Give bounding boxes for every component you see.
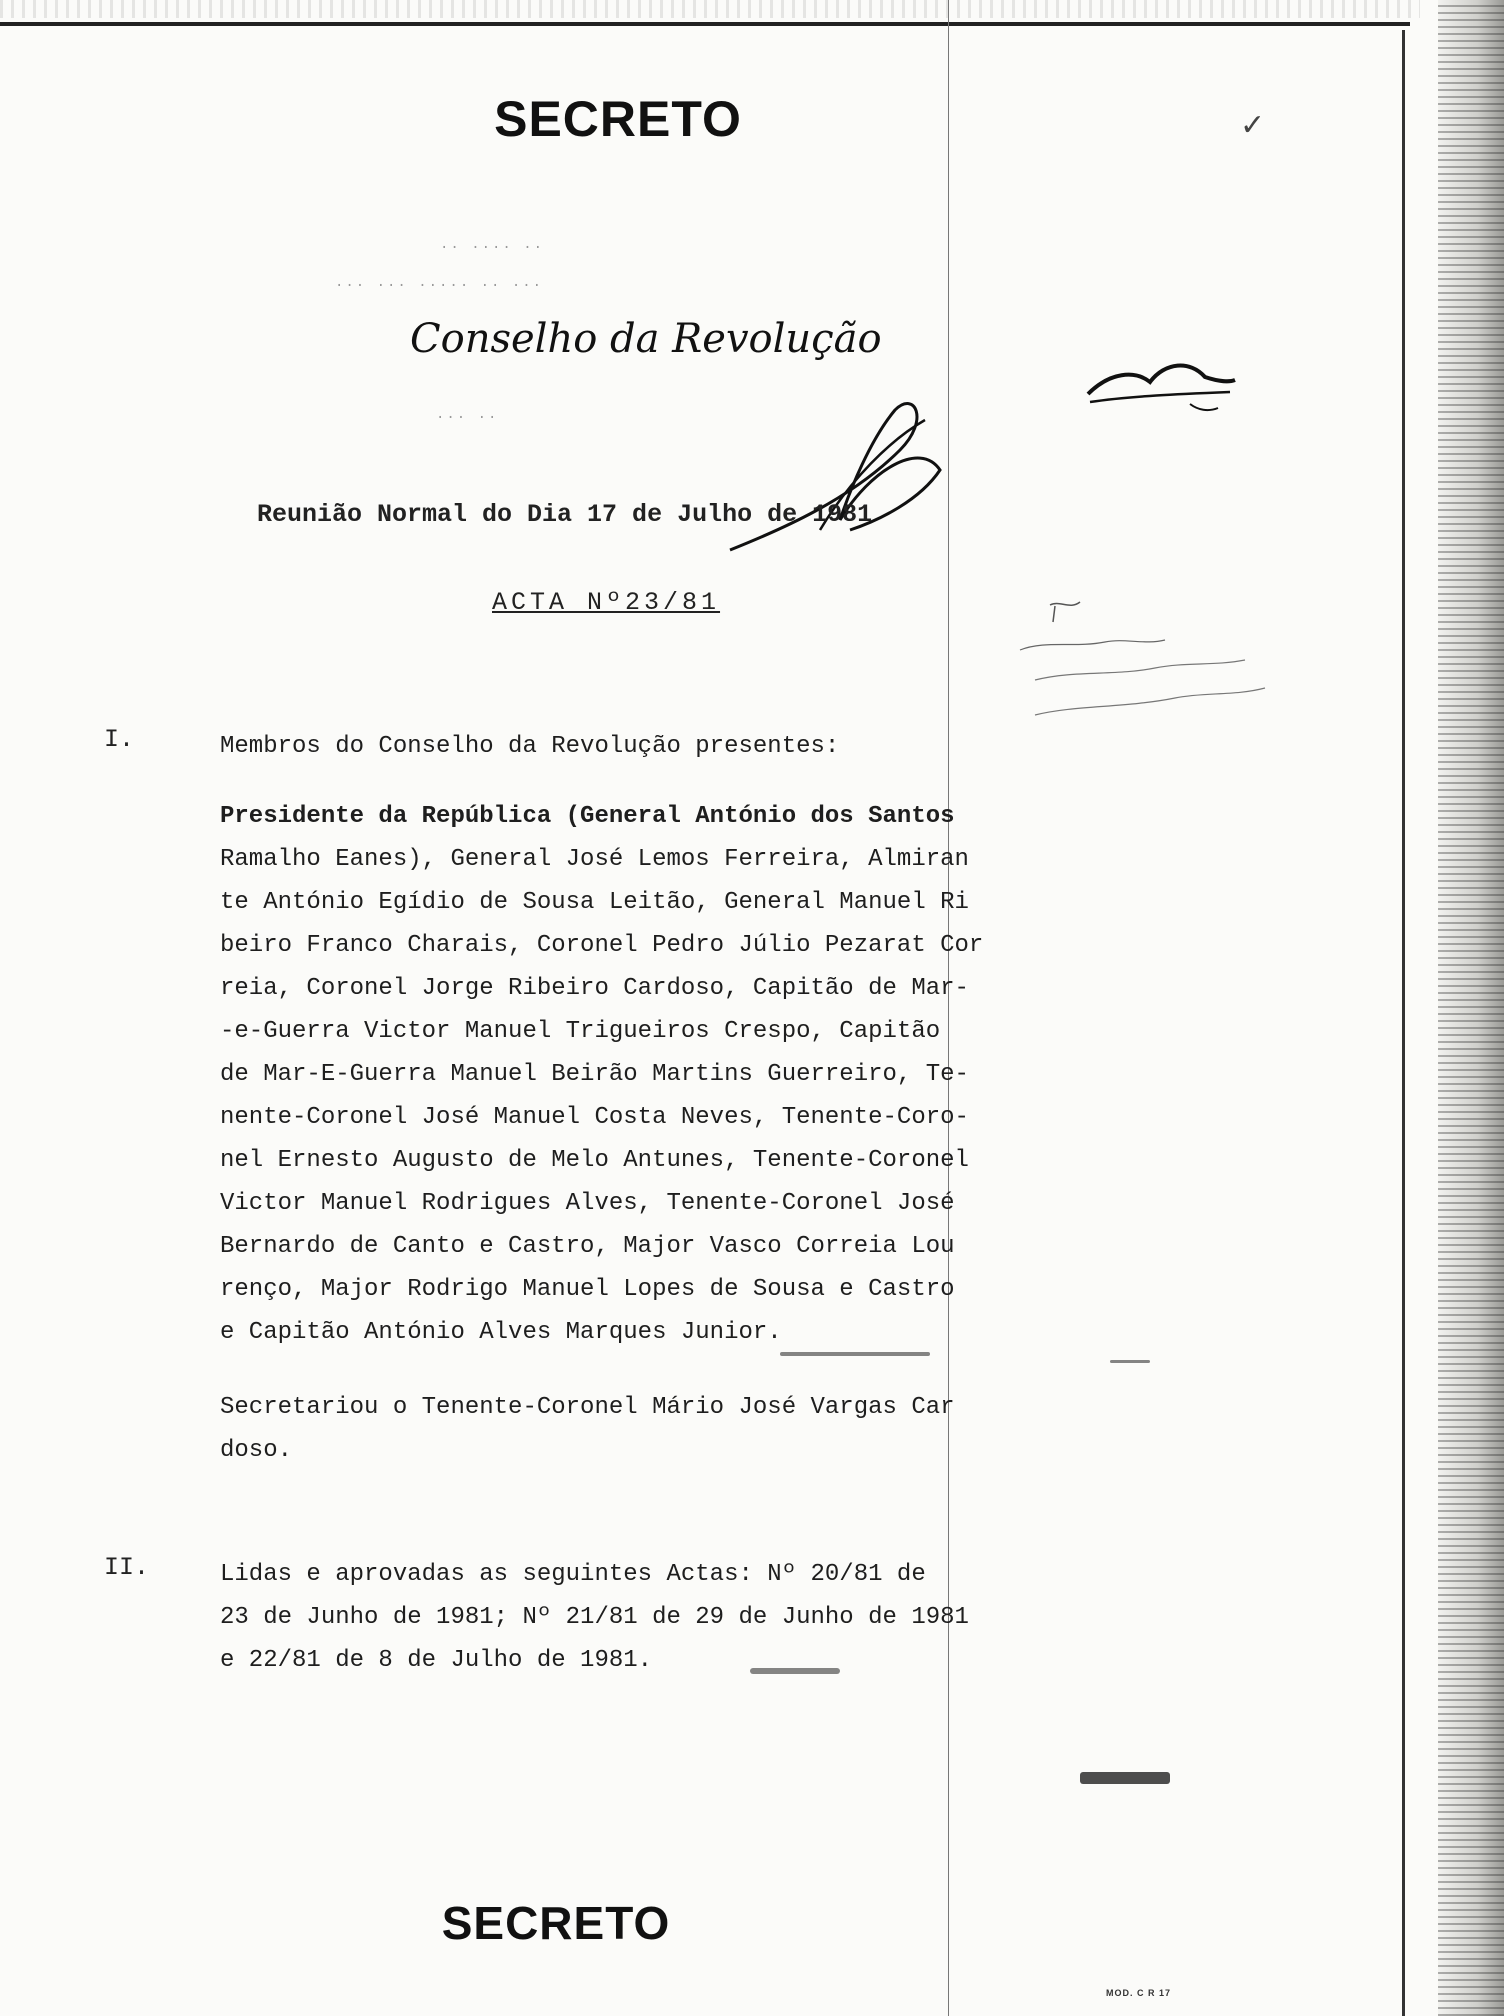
- text-line: nel Ernesto Augusto de Melo Antunes, Tenente-Coronel: [220, 1147, 969, 1174]
- faded-letterhead-line: ·· ···· ··: [440, 240, 545, 256]
- text-line: -e-Guerra Victor Manuel Trigueiros Crespo, Capitão: [220, 1018, 941, 1045]
- scan-edge-strip: [1438, 0, 1504, 2016]
- text-line: 23 de Junho de 1981; Nº 21/81 de 29 de Junho de 1981: [220, 1604, 969, 1631]
- signature-president: [700, 380, 960, 560]
- text-line: Secretariou o Tenente-Coronel Mário José Vargas Car: [220, 1394, 955, 1421]
- check-mark: ✓: [1240, 108, 1266, 143]
- faded-letterhead-line: ··· ··· ····· ·· ···: [335, 278, 544, 294]
- text-line: e 22/81 de 8 de Julho de 1981.: [220, 1647, 653, 1674]
- scan-smudge: [1110, 1360, 1150, 1363]
- text-line: nente-Coronel José Manuel Costa Neves, Tenente-Coro-: [220, 1104, 969, 1131]
- text-line: Bernardo de Canto e Castro, Major Vasco Correia Lou: [220, 1233, 955, 1260]
- council-name: Conselho da Revolução: [410, 316, 882, 362]
- acta-number: ACTA Nº23/81: [492, 588, 721, 617]
- section-1-intro: [220, 725, 1100, 768]
- faded-stamp-mark: ··· ··: [436, 410, 499, 426]
- text-line: doso.: [220, 1437, 293, 1464]
- text-line: beiro Franco Charais, Coronel Pedro Júlio Pezarat Cor: [220, 932, 984, 959]
- section-number-1: I.: [104, 725, 135, 754]
- text-line: Presidente da República (General António dos Santos: [220, 803, 955, 830]
- text-line: Membros do Conselho da Revolução presentes:: [220, 733, 840, 760]
- handwritten-margin-note: [1015, 590, 1285, 740]
- members-list: [220, 795, 1100, 1354]
- scan-smudge: [1080, 1772, 1170, 1784]
- text-line: renço, Major Rodrigo Manuel Lopes de Sousa e Castro: [220, 1276, 955, 1303]
- right-border-line: [1402, 30, 1405, 2016]
- classification-stamp-top: SECRETO: [494, 91, 742, 147]
- top-border-line: [0, 22, 1410, 26]
- meeting-title: Reunião Normal do Dia 17 de Julho de 1981: [257, 500, 873, 529]
- text-line: e Capitão António Alves Marques Junior.: [220, 1319, 782, 1346]
- scan-smudge: [750, 1668, 840, 1674]
- scan-smudge: [780, 1352, 930, 1356]
- section-number-2: II.: [104, 1553, 150, 1582]
- approved-minutes: [220, 1553, 1100, 1682]
- scan-top-noise: [0, 0, 1420, 18]
- text-line: reia, Coronel Jorge Ribeiro Cardoso, Capitão de Mar-: [220, 975, 969, 1002]
- text-line: Victor Manuel Rodrigues Alves, Tenente-Coronel José: [220, 1190, 955, 1217]
- form-code: MOD. C R 17: [1106, 1988, 1172, 1998]
- text-line: Ramalho Eanes), General José Lemos Ferreira, Almiran: [220, 846, 969, 873]
- text-line: de Mar-E-Guerra Manuel Beirão Martins Guerreiro, Te-: [220, 1061, 969, 1088]
- text-line: Lidas e aprovadas as seguintes Actas: Nº 20/81 de: [220, 1561, 926, 1588]
- signature-margin: [1080, 352, 1240, 422]
- secretary-statement: [220, 1386, 1100, 1472]
- classification-stamp-bottom: SECRETO: [441, 1897, 671, 1949]
- text-line: te António Egídio de Sousa Leitão, General Manuel Ri: [220, 889, 969, 916]
